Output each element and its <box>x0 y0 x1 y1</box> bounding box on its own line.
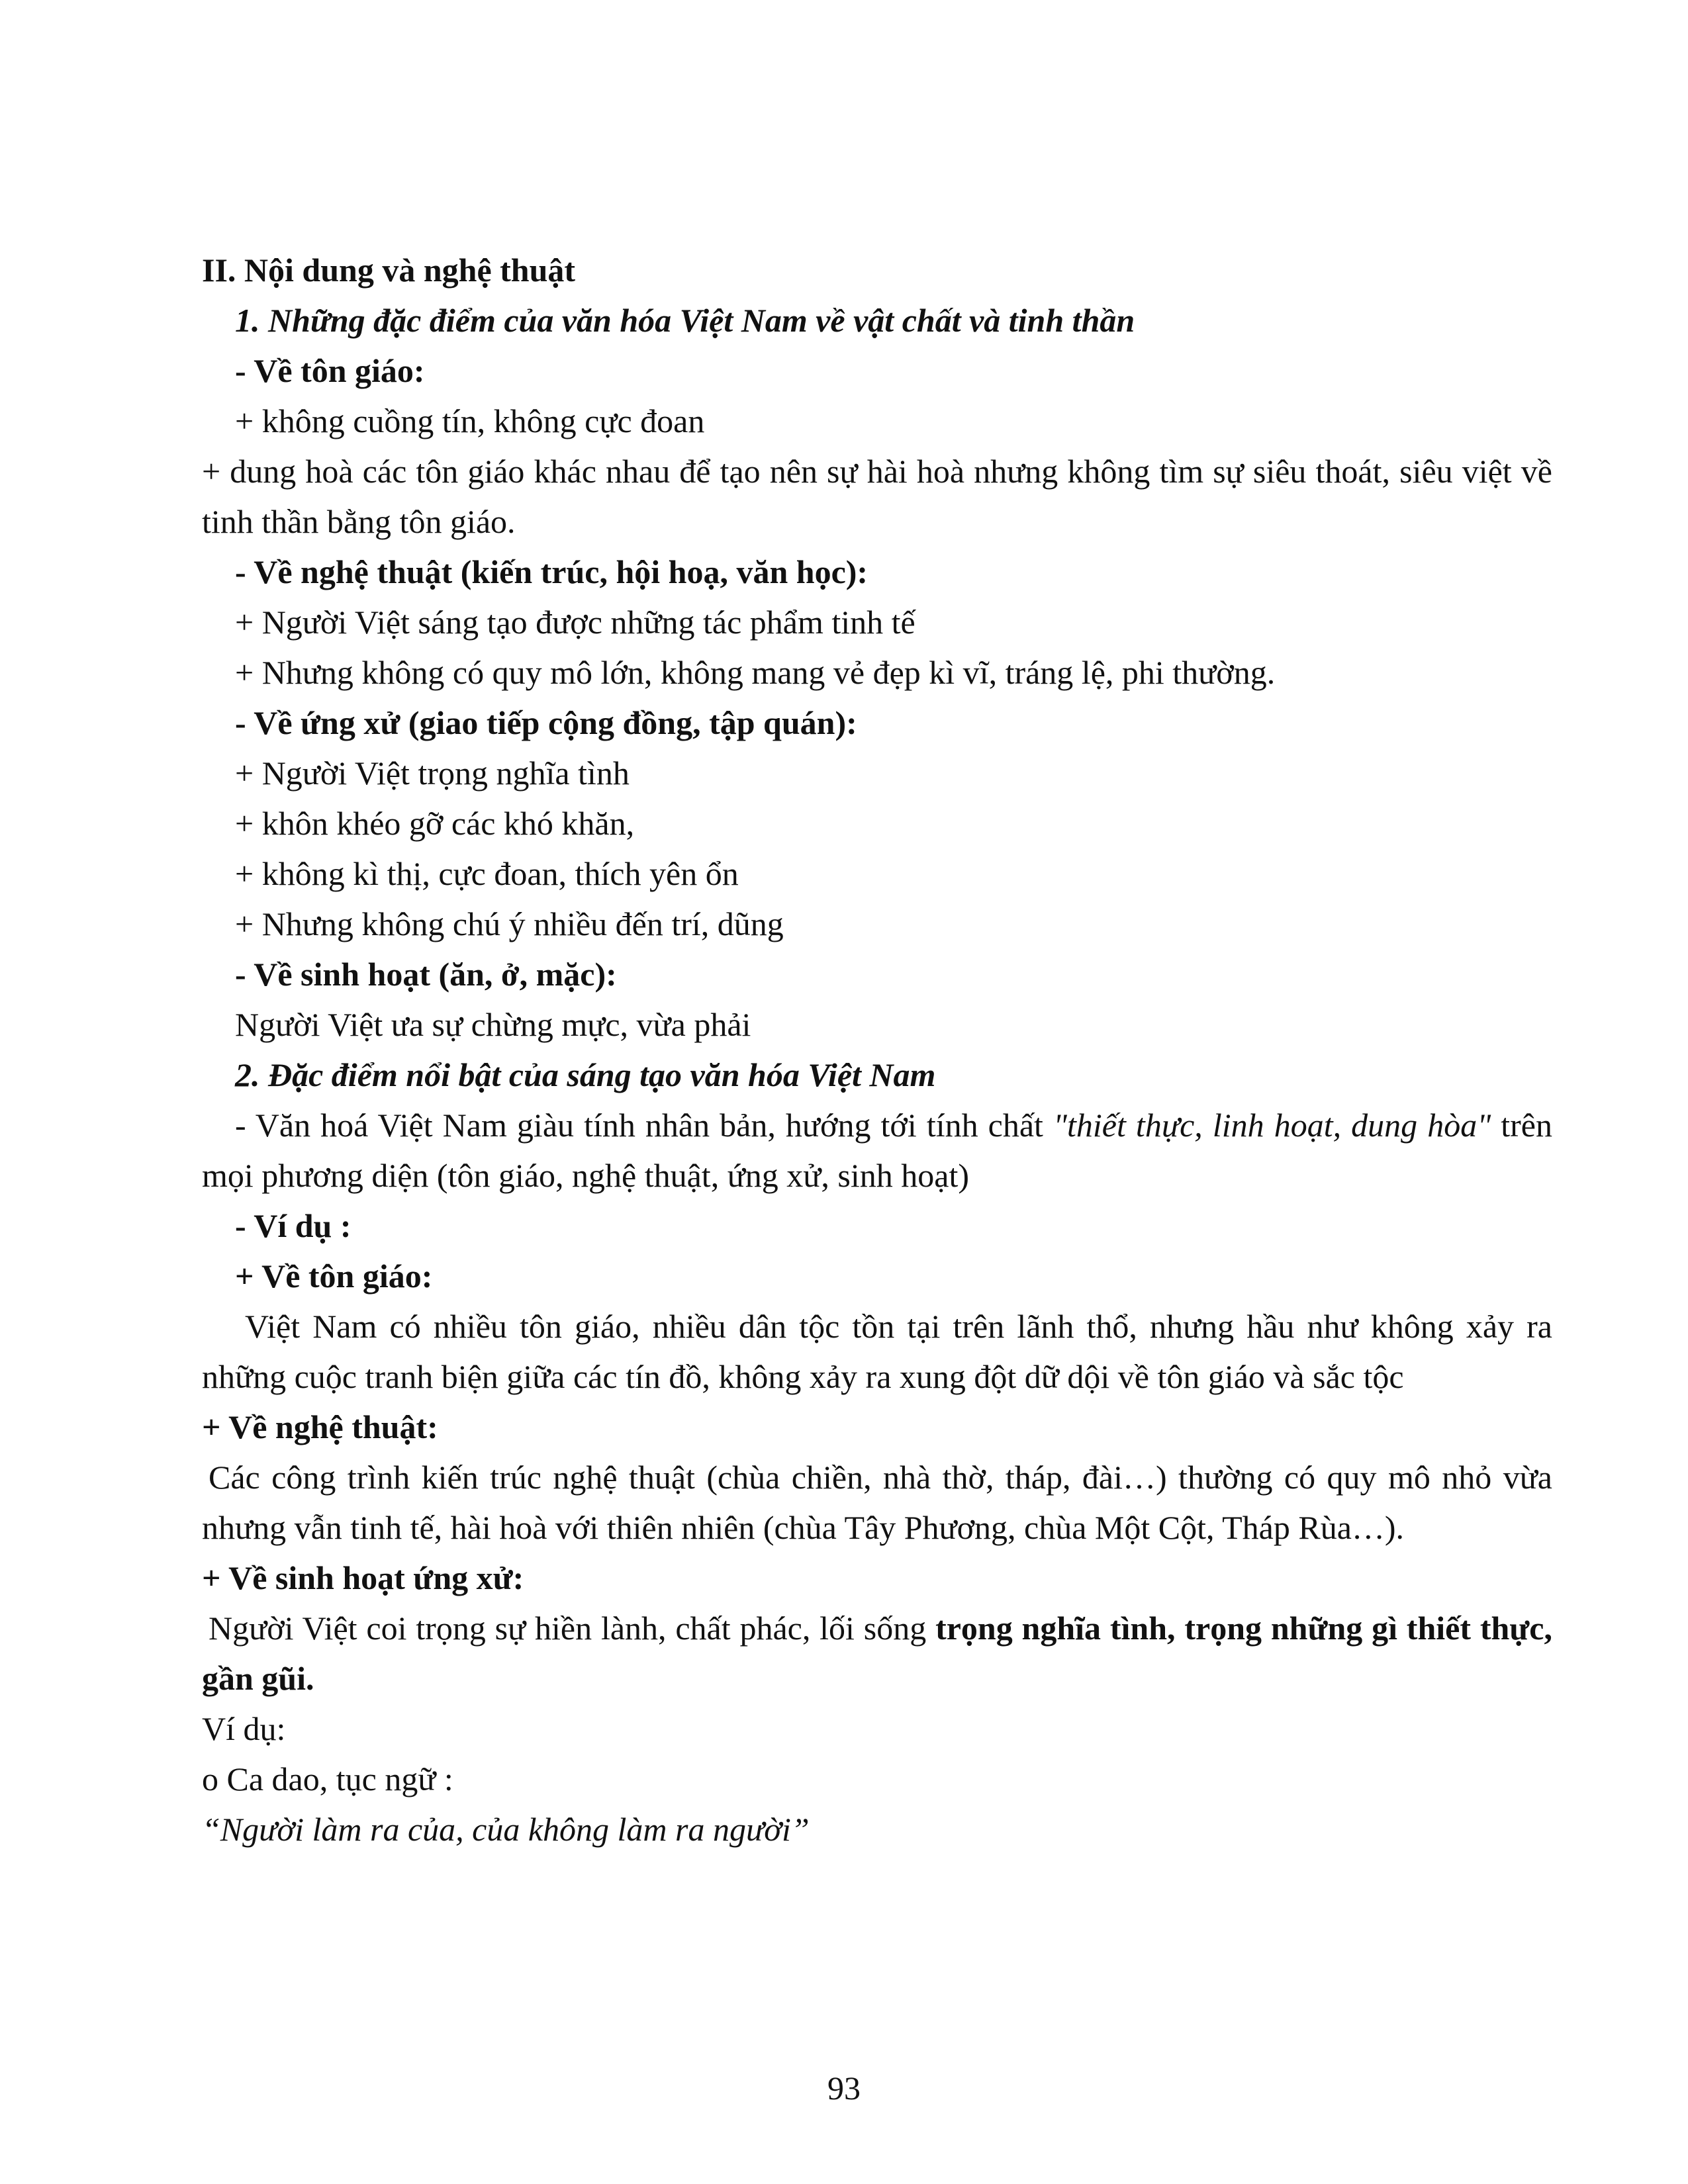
part2-living-heading: + Về sinh hoạt ứng xử: <box>202 1559 524 1596</box>
behavior-item-2: + khôn khéo gỡ các khó khăn, <box>235 805 635 842</box>
living-heading: - Về sinh hoạt (ăn, ở, mặc): <box>235 956 617 993</box>
art-item-2: + Nhưng không có quy mô lớn, không mang vẻ đẹp kì vĩ, tráng lệ, phi thường. <box>235 654 1276 691</box>
part2-religion-heading: + Về tôn giáo: <box>235 1257 433 1295</box>
part2-living-plain: Người Việt coi trọng sự hiền lành, chất phác, lối sống <box>209 1610 936 1647</box>
document-page <box>202 245 1552 1854</box>
behavior-heading: - Về ứng xử (giao tiếp cộng đồng, tập quán): <box>235 704 857 741</box>
part2-art-heading: + Về nghệ thuật: <box>202 1408 438 1445</box>
part2-intro-after: trên mọi phương diện (tôn giáo, nghệ thuật, ứng xử, sinh hoạt) <box>202 1107 1552 1194</box>
religion-item-1: + không cuồng tín, không cực đoan <box>235 402 705 439</box>
part2-religion-text: Việt Nam có nhiều tôn giáo, nhiều dân tộc tồn tại trên lãnh thổ, nhưng hầu như không xảy ra những cuộc tranh biện giữa các tín đồ, không xảy ra xung đột dữ dội về tôn giáo và sắc tộc <box>202 1308 1552 1395</box>
religion-heading: - Về tôn giáo: <box>235 352 425 389</box>
example-heading: - Ví dụ : <box>235 1207 352 1244</box>
proverb-label: o Ca dao, tục ngữ : <box>202 1760 453 1797</box>
part2-intro-before: - Văn hoá Việt Nam giàu tính nhân bản, hướng tới tính chất <box>235 1107 1053 1144</box>
proverb-quote: “Người làm ra của, của không làm ra người” <box>202 1811 810 1848</box>
part1-title: 1. Những đặc điểm của văn hóa Việt Nam về vật chất và tinh thần <box>235 302 1135 339</box>
section-heading: II. Nội dung và nghệ thuật <box>202 251 576 289</box>
part2-intro-italic: "thiết thực, linh hoạt, dung hòa" <box>1053 1107 1491 1144</box>
part2-living-text <box>202 1603 1552 1704</box>
example-label: Ví dụ: <box>202 1710 286 1747</box>
page-number: 93 <box>827 2070 861 2107</box>
religion-item-2: + dung hoà các tôn giáo khác nhau để tạo nên sự hài hoà nhưng không tìm sự siêu thoát, siêu việt về tinh thần bằng tôn giáo. <box>202 453 1552 540</box>
art-item-1: + Người Việt sáng tạo được những tác phẩm tinh tế <box>235 604 915 641</box>
behavior-item-1: + Người Việt trọng nghĩa tình <box>235 754 630 792</box>
living-text: Người Việt ưa sự chừng mực, vừa phải <box>235 1006 751 1043</box>
behavior-item-4: + Nhưng không chú ý nhiều đến trí, dũng <box>235 905 784 942</box>
part2-art-text: Các công trình kiến trúc nghệ thuật (chùa chiền, nhà thờ, tháp, đài…) thường có quy mô nhỏ vừa nhưng vẫn tinh tế, hài hoà với thiên nhiên (chùa Tây Phương, chùa Một Cột, Tháp Rùa…). <box>202 1459 1552 1546</box>
art-heading: - Về nghệ thuật (kiến trúc, hội hoạ, văn học): <box>235 553 868 590</box>
part2-living-bold: trọng nghĩa tình, trọng những gì thiết thực, gần gũi. <box>202 1610 1552 1697</box>
behavior-item-3: + không kì thị, cực đoan, thích yên ổn <box>235 855 739 892</box>
part2-intro <box>202 1100 1552 1201</box>
part2-title: 2. Đặc điểm nổi bật của sáng tạo văn hóa Việt Nam <box>235 1056 936 1093</box>
